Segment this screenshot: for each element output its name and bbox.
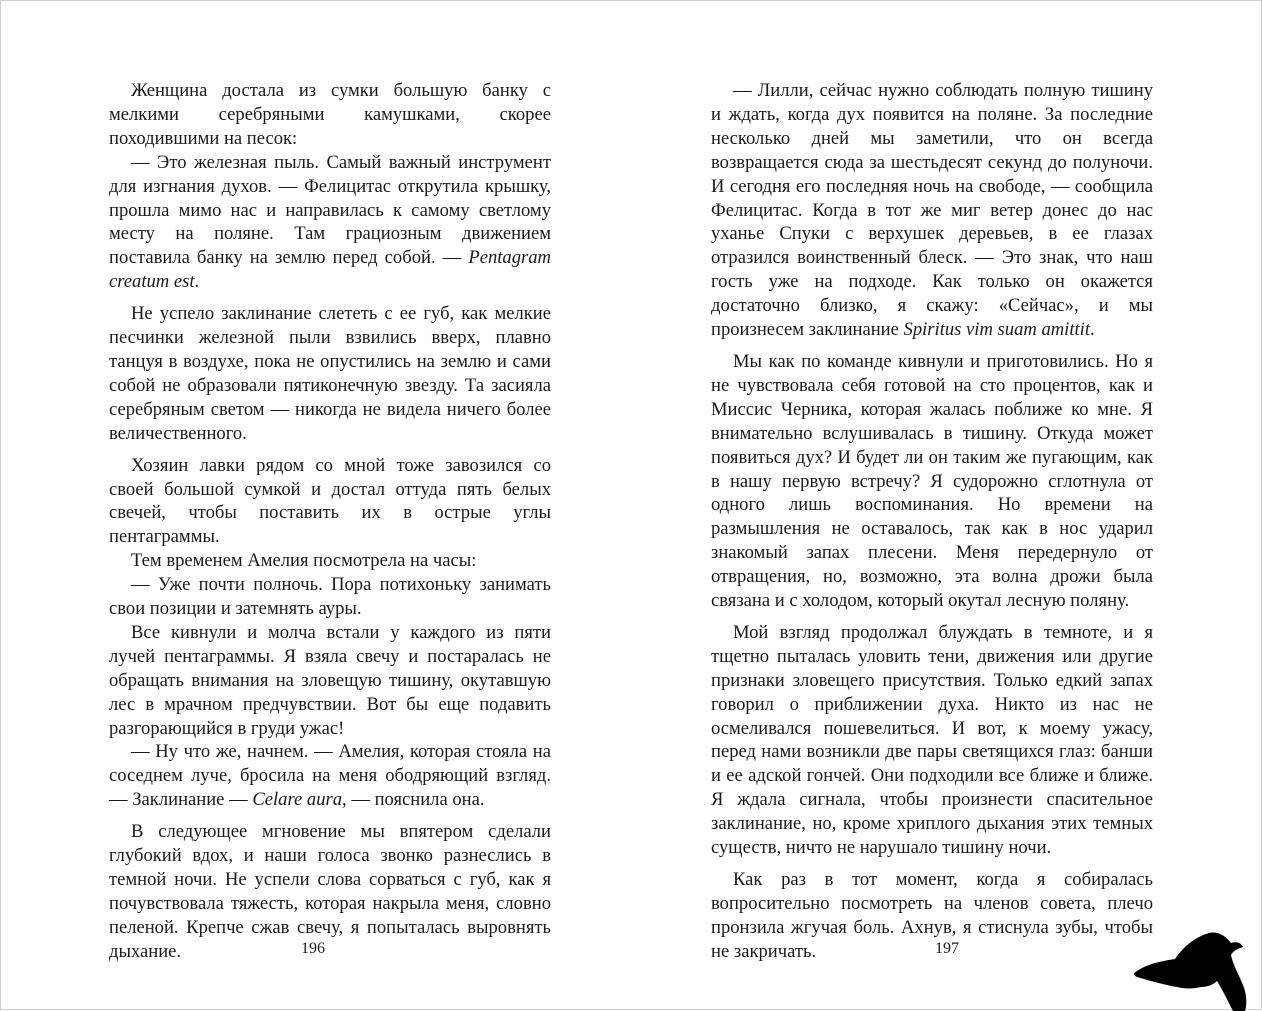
paragraph: В следующее мгновение мы впятером сделали глубокий вдох, и наши голоса звонко разнеслись в темной ночи. Не успели слова сорваться с губ, как я почувствовала тяжесть, которая накрыла меня, словно пеленой. Крепче сжав свечу, я попыталась выровнять дыхание. bbox=[109, 821, 551, 962]
right-page-text bbox=[711, 79, 1153, 964]
raven-silhouette-icon bbox=[1129, 919, 1249, 1011]
right-page-number: 197 bbox=[935, 940, 959, 957]
paragraph: Хозяин лавки рядом со мной тоже завозился со своей большой сумкой и достал оттуда пять белых свечей, чтобы поставить их в острые углы пентаграммы. bbox=[109, 454, 551, 548]
latin-spell: Pentagram creatum est bbox=[109, 247, 551, 293]
paragraph: — Ну что же, начнем. — Амелия, которая стояла на соседнем луче, бросила на меня ободряющий взгляд. — Заклинание — Celare aura, — пояснила она. bbox=[109, 741, 551, 811]
paragraph: Как раз в тот момент, когда я собиралась вопросительно посмотреть на членов совета, плечо пронзила жгучая боль. Ахнув, я стиснула зубы, чтобы не закричать. bbox=[711, 869, 1153, 962]
paragraph: Женщина достала из сумки большую банку с мелкими серебряными камушками, скорее походившими на песок: bbox=[109, 80, 551, 149]
paragraph: — Уже почти полночь. Пора потихоньку занимать свои позиции и затемнять ауры. bbox=[109, 574, 551, 620]
paragraph: Все кивнули и молча встали у каждого из пяти лучей пентаграммы. Я взяла свечу и постаралась не обращать внимания на зловещую тишину, окутавшую лес в мрачном предчувствии. Вот бы еще подавить разгорающийся в груди ужас! bbox=[109, 621, 551, 739]
latin-spell: Celare aura bbox=[252, 789, 343, 811]
paragraph: — Лилли, сейчас нужно соблюдать полную тишину и ждать, когда дух появится на поляне. За последние несколько дней мы заметили, что он всегда возвращается сюда за шестьдесят секунд до полуночи. И сегодня его последняя ночь на свободе, — сообщила Фелицитас. Когда в тот же миг ветер донес до нас уханье Спуки с верхушек деревьев, в ее глазах отразился воинственный блеск. — Это знак, что наш гость уже на подходе. Как только он окажется достаточно близко, я скажу: «Сейчас», и мы произнесем заклинание Spiritus vim suam amittit. bbox=[711, 80, 1153, 341]
paragraph: Тем временем Амелия посмотрела на часы: bbox=[131, 550, 477, 572]
paragraph: Не успело заклинание слететь с ее губ, как мелкие песчинки железной пыли взвились вверх, плавно танцуя в воздухе, пока не опустились на землю и сами собой не образовали пятиконечную звезду. Та засияла серебряным светом — никогда не видела ничего более величественного. bbox=[109, 303, 551, 444]
left-page-text bbox=[109, 79, 551, 964]
latin-spell: Spiritus vim suam amittit bbox=[903, 319, 1090, 341]
paragraph: Мы как по команде кивнули и приготовились. Но я не чувствовала себя готовой на сто процентов, как и Миссис Черника, которая жалась поближе ко мне. Я внимательно вслушивалась в тишину. Откуда может появиться дух? И будет ли он таким же пугающим, как в нашу первую встречу? Я судорожно сглотнула от одного лишь воспоминания. Но времени на размышления не оставалось, так как в нос ударил знакомый запах плесени. Меня передернуло от отвращения, но, возможно, эта волна дрожи была связана и с холодом, который окутал лесную поляну. bbox=[711, 350, 1153, 612]
left-page-number: 196 bbox=[301, 940, 325, 957]
paragraph: — Это железная пыль. Самый важный инструмент для изгнания духов. — Фелицитас открутила крышку, прошла мимо нас и направилась к самому светлому месту на поляне. Там грациозным движением поставила банку на землю перед собой. — Pentagram creatum est. bbox=[109, 151, 551, 293]
paragraph: Мой взгляд продолжал блуждать в темноте, и я тщетно пыталась уловить тени, движения или другие признаки зловещего присутствия. Только едкий запах говорил о приближении духа. Никто из нас не осмеливался пошевелиться. И вот, к моему ужасу, перед нами возникли две пары светящихся глаз: банши и ее адской гончей. Они подходили все ближе и ближе. Я ждала сигнала, чтобы произнести спасительное заклинание, но, кроме хриплого дыхания этих темных существ, ничто не нарушало тишину ночи. bbox=[711, 621, 1153, 859]
